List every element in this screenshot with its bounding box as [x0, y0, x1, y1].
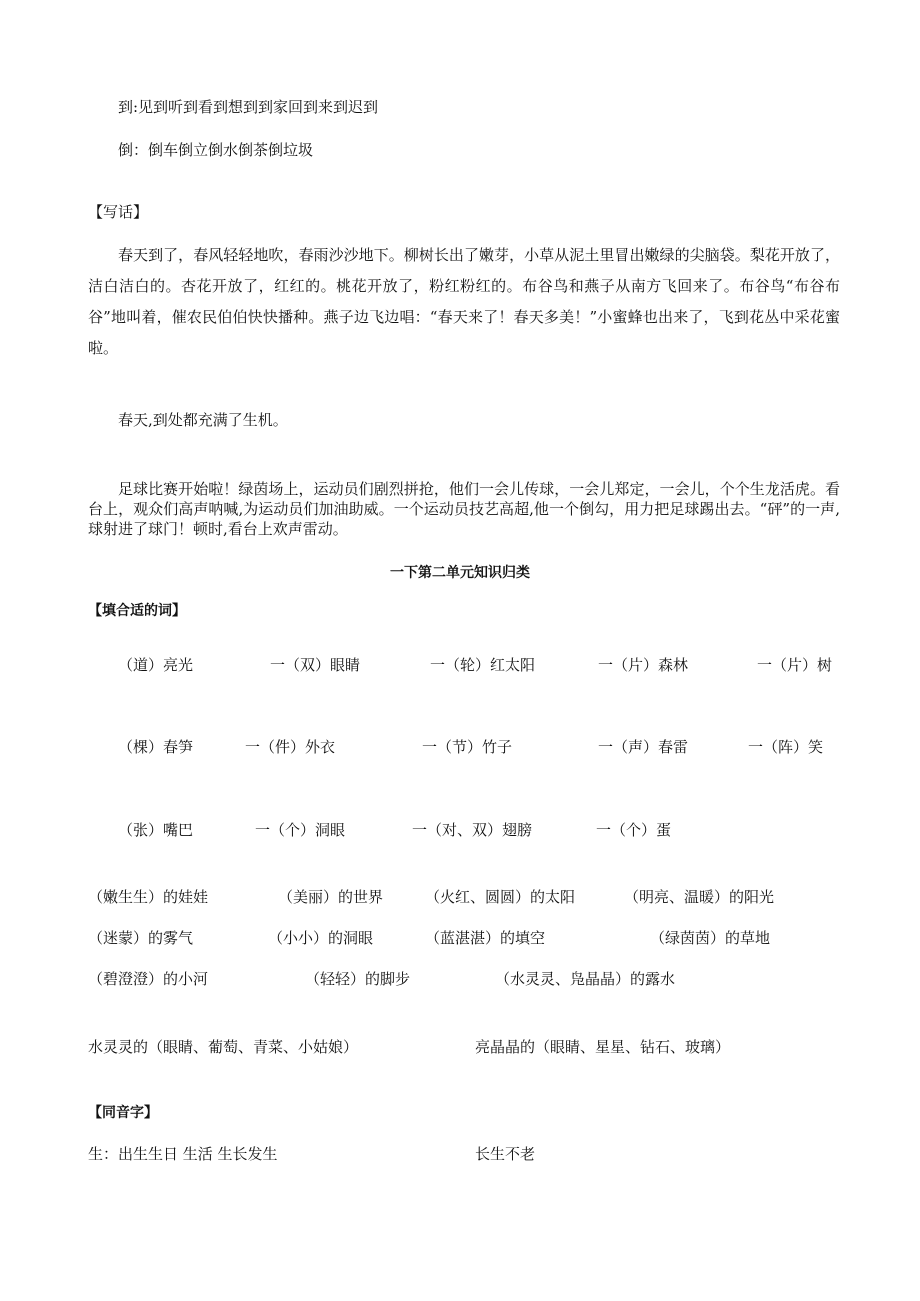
fill-word-item: 亮晶晶的（眼睛、星星、钻石、玻璃）	[475, 1038, 731, 1056]
fill-word-item: 一（双）眼睛	[270, 656, 361, 674]
writing-paragraph-1: 春天到了，春风轻轻地吹，春雨沙沙地下。柳树长出了嫩芽，小草从泥土里冒出嫩绿的尖脑袋。梨花开放了，洁白洁白的。杏花开放了，红红的。桃花开放了，粉红粉红的。布谷鸟和燕子从南方飞回来了。布谷鸟“布谷布谷”地叫着，催农民伯伯快快播种。燕子边飞边唱：“春天来了！春天多美！”小蜜蜂也出来了，飞到花丛中采花蜜啦。	[88, 246, 840, 357]
writing-heading: 【写话】	[88, 203, 149, 221]
fill-word-item: （轻轻）的脚步	[305, 970, 411, 988]
fill-word-item: 一（阵）笑	[748, 738, 824, 756]
fill-word-item: 一（片）森林	[598, 656, 689, 674]
fill-word-item: 水灵灵的（眼睛、葡萄、青菜、小姑娘）	[88, 1038, 359, 1056]
fill-word-item: 一（片）树	[757, 656, 833, 674]
fill-words-heading: 【填合适的词】	[88, 603, 186, 619]
fill-word-item: （迷蒙）的雾气	[88, 929, 194, 947]
fill-word-item: （明亮、温暖）的阳光	[624, 888, 775, 906]
fill-word-item: （棵）春笋	[118, 738, 194, 756]
fill-word-item: 一（对、双）翅膀	[412, 821, 533, 839]
fill-word-item: （碧澄澄）的小河	[88, 970, 209, 988]
dao-words-line: 到:见到听到看到想到到家回到来到迟到	[118, 98, 379, 116]
dao2-words-line: 倒：倒车倒立倒水倒茶倒垃圾	[118, 141, 314, 159]
fill-word-item: （张）嘴巴	[118, 821, 194, 839]
fill-word-item: 一（个）洞眼	[255, 821, 346, 839]
fill-word-item: （美丽）的世界	[278, 888, 384, 906]
fill-word-item: 一（轮）红太阳	[430, 656, 536, 674]
fill-word-item: （嫩生生）的娃娃	[88, 888, 209, 906]
fill-word-item: （水灵灵、凫晶晶）的露水	[495, 970, 676, 988]
fill-word-item: （道）亮光	[118, 656, 194, 674]
fill-word-item: 一（个）蛋	[596, 821, 672, 839]
fill-word-item: 一（节）竹子	[422, 738, 513, 756]
homophone-line-sheng: 生：出生生日 生活 生长发生	[88, 1145, 278, 1163]
fill-word-item: （小小）的洞眼	[268, 929, 374, 947]
fill-word-item: 一（声）春雷	[598, 738, 689, 756]
unit-title: 一下第二单元知识归类	[390, 565, 530, 581]
fill-word-item: 一（件）外衣	[245, 738, 336, 756]
writing-paragraph-3: 足球比赛开始啦！绿茵场上，运动员们剧烈拼抢，他们一会儿传球，一会儿郑定，一会儿，个个生龙活虎。看台上，观众们高声呐喊,为运动员们加油助威。一个运动员技艺高超,他一个倒勾，用力把足球踢出去。“砰”的一声,球射进了球门！顿时,看台上欢声雷动。	[88, 480, 840, 538]
fill-word-item: （蓝湛湛）的填空	[425, 929, 546, 947]
writing-paragraph-2: 春天,到处都充满了生机。	[118, 411, 288, 429]
homophones-heading: 【同音字】	[88, 1105, 158, 1121]
fill-word-item: （绿茵茵）的草地	[650, 929, 771, 947]
fill-word-item: （火红、圆圆）的太阳	[425, 888, 576, 906]
homophone-line-right: 长生不老	[475, 1145, 536, 1163]
